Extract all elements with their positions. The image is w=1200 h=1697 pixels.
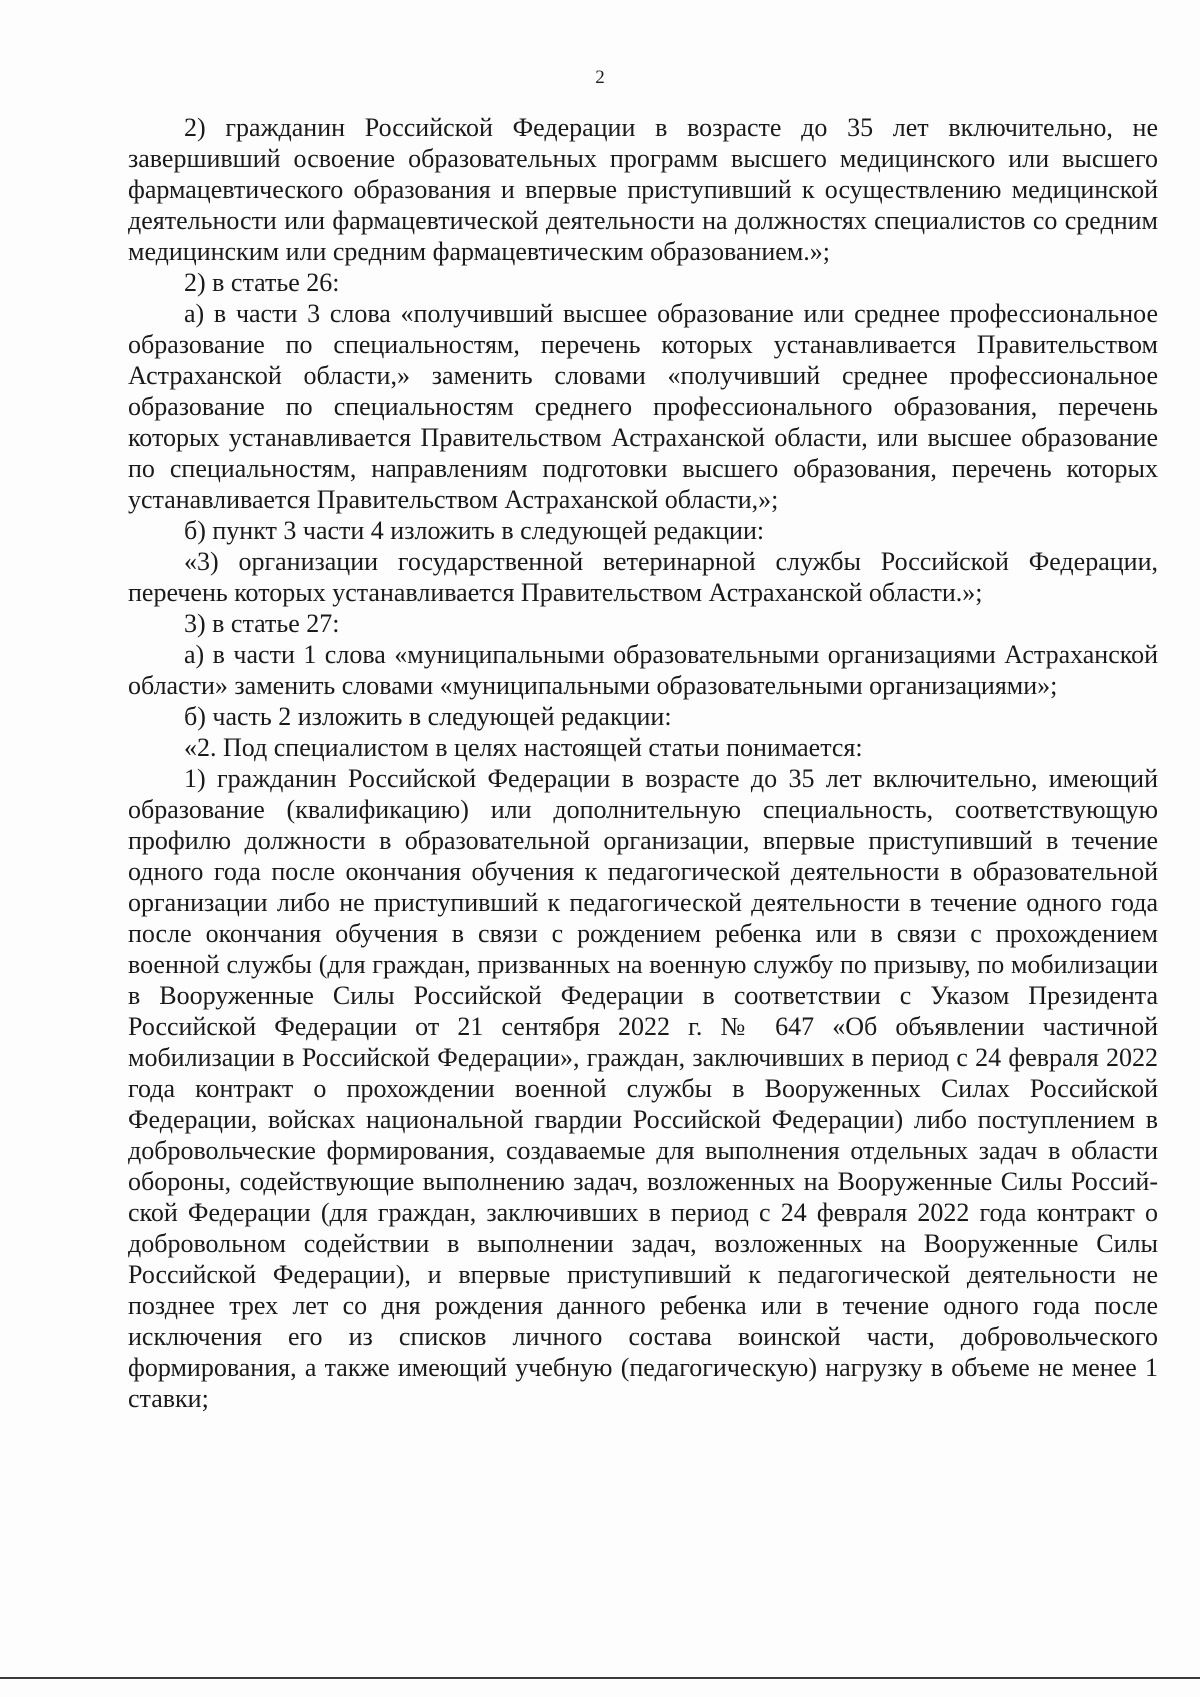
paragraph-specialist-definition: «2. Под специалистом в целях настоящей статьи понимается:	[184, 733, 863, 762]
paragraph-item-2-specialist: 2) гражданин Российской Федерации в возрасте до 35 лет включительно, не завершивший освоение образовательных программ высшего медицинского или высшего фармацевтического образования и впервые приступивший к осуществлению медицинской деятельности или фармацевтической деятельности на должностях специалистов со средним медицинским или средним фармацевтическим образованием.»;	[128, 113, 1158, 266]
bottom-scan-edge-line	[0, 1677, 1200, 1679]
paragraph-article-26: 2) в статье 26:	[184, 268, 340, 297]
paragraph-article-26-part-4: б) пункт 3 части 4 изложить в следующей редакции:	[184, 516, 765, 545]
paragraph-article-27-part-2: б) часть 2 изложить в следующей редакции:	[184, 702, 672, 731]
document-body	[128, 112, 1158, 1414]
paragraph-article-26-item-3: «3) организации государственной ветеринарной службы Российской Федерации, перечень которых устанавливается Правительством Астраханской области.»;	[128, 547, 1158, 607]
paragraph-specialist-item-1: 1) гражданин Российской Федерации в возрасте до 35 лет включительно, имеющий образование (квалификацию) или дополнительную специальность, соответствующую профилю должности в образовательной организации, впервые приступивший в течение одного года после окончания обучения к педагогической деятельности в образовательной организации либо не приступивший к педагогической деятельности в течение одного года после окончания обучения в связи с рождением ребенка или в связи с прохождением военной службы (для граждан, призванных на военную службу по призыву, по мобилизации в Вооруженные Силы Российской Федерации в соответствии с Указом Президента Российской Федерации от 21 сентября 2022 г. № 647 «Об объявлении частичной мобилизации в Российской Федерации», граждан, заключивших в период с 24 февраля 2022 года контракт о прохождении военной службы в Вооруженных Силах Российской Федерации, войсках национальной гвардии Российской Федерации) либо поступлением в добровольческие формирования, создаваемые для выполнения отдельных задач в области обороны, содействующие выполнению задач, возложенных на Вооруженные Силы Российской Федерации (для граждан, заключивших в период с 24 февраля 2022 года контракт о добровольном содействии в выполнении задач, возложенных на Вооруженные Силы Российской Федерации), и впервые приступивший к педагогической деятельности не позднее трех лет со дня рождения данного ребенка или в течение одного года после исключения его из списков личного состава воинской части, добровольческого формирования, а также имеющий учебную (педагогическую) нагрузку в объеме не менее 1 ставки;	[128, 764, 1158, 1413]
page-number: 2	[595, 67, 605, 88]
paragraph-article-27-part-1: а) в части 1 слова «муниципальными образовательными организациями Астраханской области» заменить словами «муниципальными образовательными организациями»;	[128, 640, 1158, 700]
paragraph-article-27: 3) в статье 27:	[184, 609, 340, 638]
paragraph-article-26-part-3: а) в части 3 слова «получивший высшее образование или среднее профессиональное образование по специальностям, перечень которых устанавливается Правительством Астраханской области,» заменить словами «получивший среднее профессиональное образование по специальностям среднего профессионального образования, перечень которых устанавливается Правительством Астраханской области, или высшее образование по специальностям, направлениям подготовки высшего образования, перечень которых устанавливается Правительством Астраханской области,»;	[128, 299, 1158, 514]
